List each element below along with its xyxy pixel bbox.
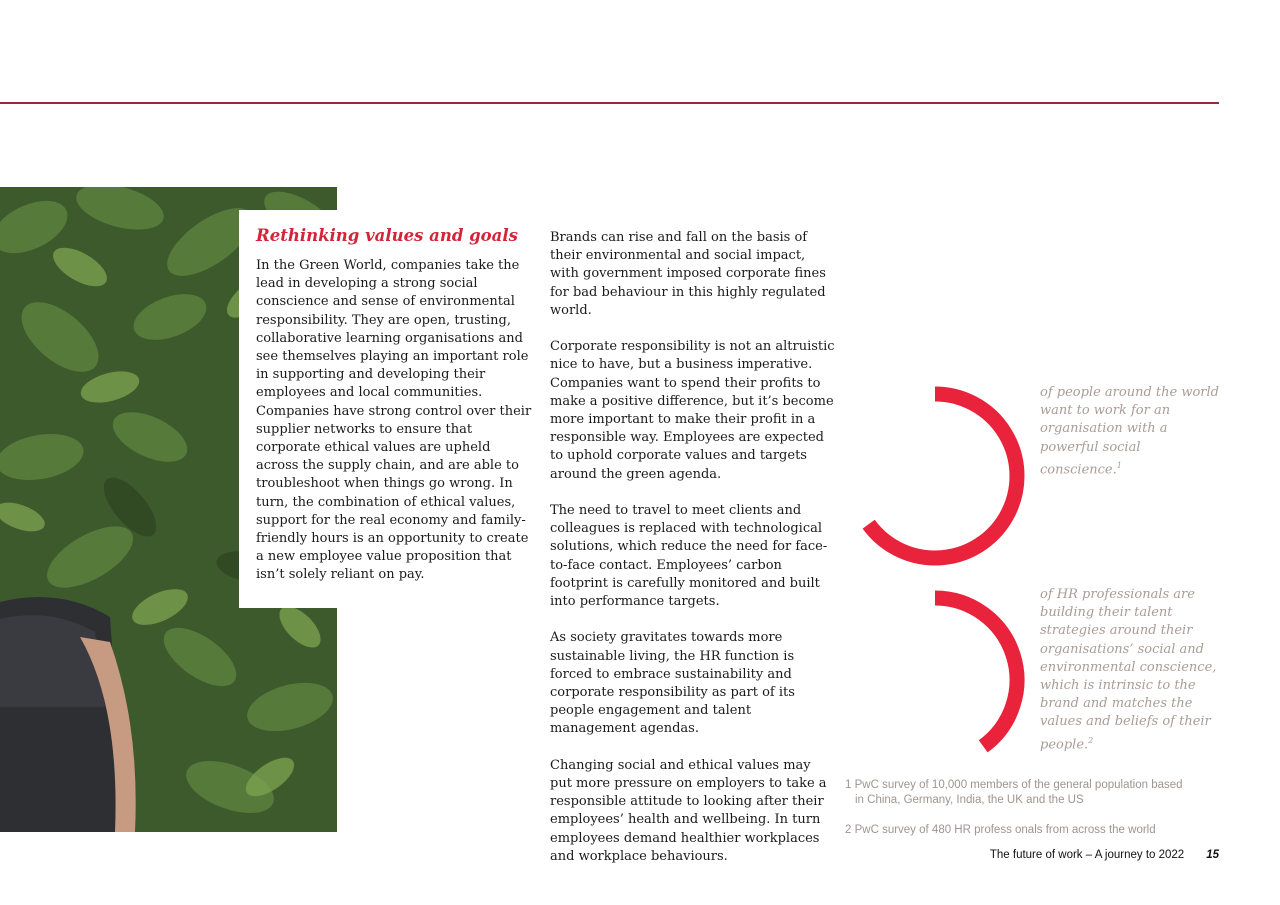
stat-gauge-2 <box>845 584 1035 774</box>
top-rule <box>0 102 1219 104</box>
stat-gauge-1 <box>845 380 1035 570</box>
stat-quote-2-text: of HR professionals are building their talent strategies around their organisations’ social and environmental conscience, which is intrinsic to the brand and matches the values and beliefs of their people. <box>1040 587 1217 752</box>
stat-quote-1-text: of people around the world want to work for an organisation with a powerful social conscience. <box>1040 385 1219 478</box>
body-column-2 <box>550 229 835 884</box>
body-paragraph: Corporate responsibility is not an altruistic nice to have, but a business imperative. Companies want to spend their profits to make a positive difference, but it’s become more important to make their profit in a responsible way. Employees are expected to uphold corporate values and targets around the green agenda. <box>550 339 835 482</box>
section-heading: Rethinking values and goals <box>256 226 518 245</box>
stat-quote-2 <box>1040 586 1220 754</box>
footnote-1-line-2: in China, Germany, India, the UK and the US <box>855 793 1084 806</box>
page-number: 15 <box>1206 849 1219 861</box>
intro-paragraph: In the Green World, companies take the lead in developing a strong social conscience and sense of environmental responsibility. They are open, trusting, collaborative learning organisations and see themselves playing an important role in supporting and developing their employees and local communities. Companies have strong control over their supplier networks to ensure that corporate ethical values are upheld across the supply chain, and are able to troubleshoot when things go wrong. In turn, the combination of ethical values, support for the real economy and family-friendly hours is an opportunity to create a new employee value proposition that isn’t solely reliant on pay. <box>256 258 532 583</box>
page-footer <box>990 849 1219 861</box>
body-paragraph: Changing social and ethical values may put more pressure on employers to take a responsible attitude to looking after their employees’ health and wellbeing. In turn employees demand healthier workplaces and workplace behaviours. <box>550 757 827 864</box>
footnote-2 <box>845 823 1225 838</box>
stat-gauge-2-arc <box>935 598 1017 746</box>
stat-quote-2-ref: 2 <box>1088 735 1094 745</box>
body-paragraph: Brands can rise and fall on the basis of their environmental and social impact, with government imposed corporate fines for bad behaviour in this highly regulated world. <box>550 230 826 318</box>
footnote-1 <box>845 778 1225 807</box>
footnote-2-line-1: 2 PwC survey of 480 HR profess onals from across the world <box>845 824 1156 836</box>
body-paragraph: As society gravitates towards more sustainable living, the HR function is forced to embrace sustainability and corporate responsibility as part of its people engagement and talent management agendas. <box>550 630 795 737</box>
stat-quote-1 <box>1040 384 1225 479</box>
stat-gauge-1-arc <box>869 394 1017 558</box>
footer-title: The future of work – A journey to 2022 <box>989 849 1185 861</box>
stat-quote-1-ref: 1 <box>1116 460 1122 470</box>
footnote-1-line-1: 1 PwC survey of 10,000 members of the general population based <box>845 779 1183 791</box>
body-paragraph: The need to travel to meet clients and colleagues is replaced with technological solutions, which reduce the need for face-to-face contact. Employees’ carbon footprint is carefully monitored and built into performance targets. <box>550 503 828 610</box>
